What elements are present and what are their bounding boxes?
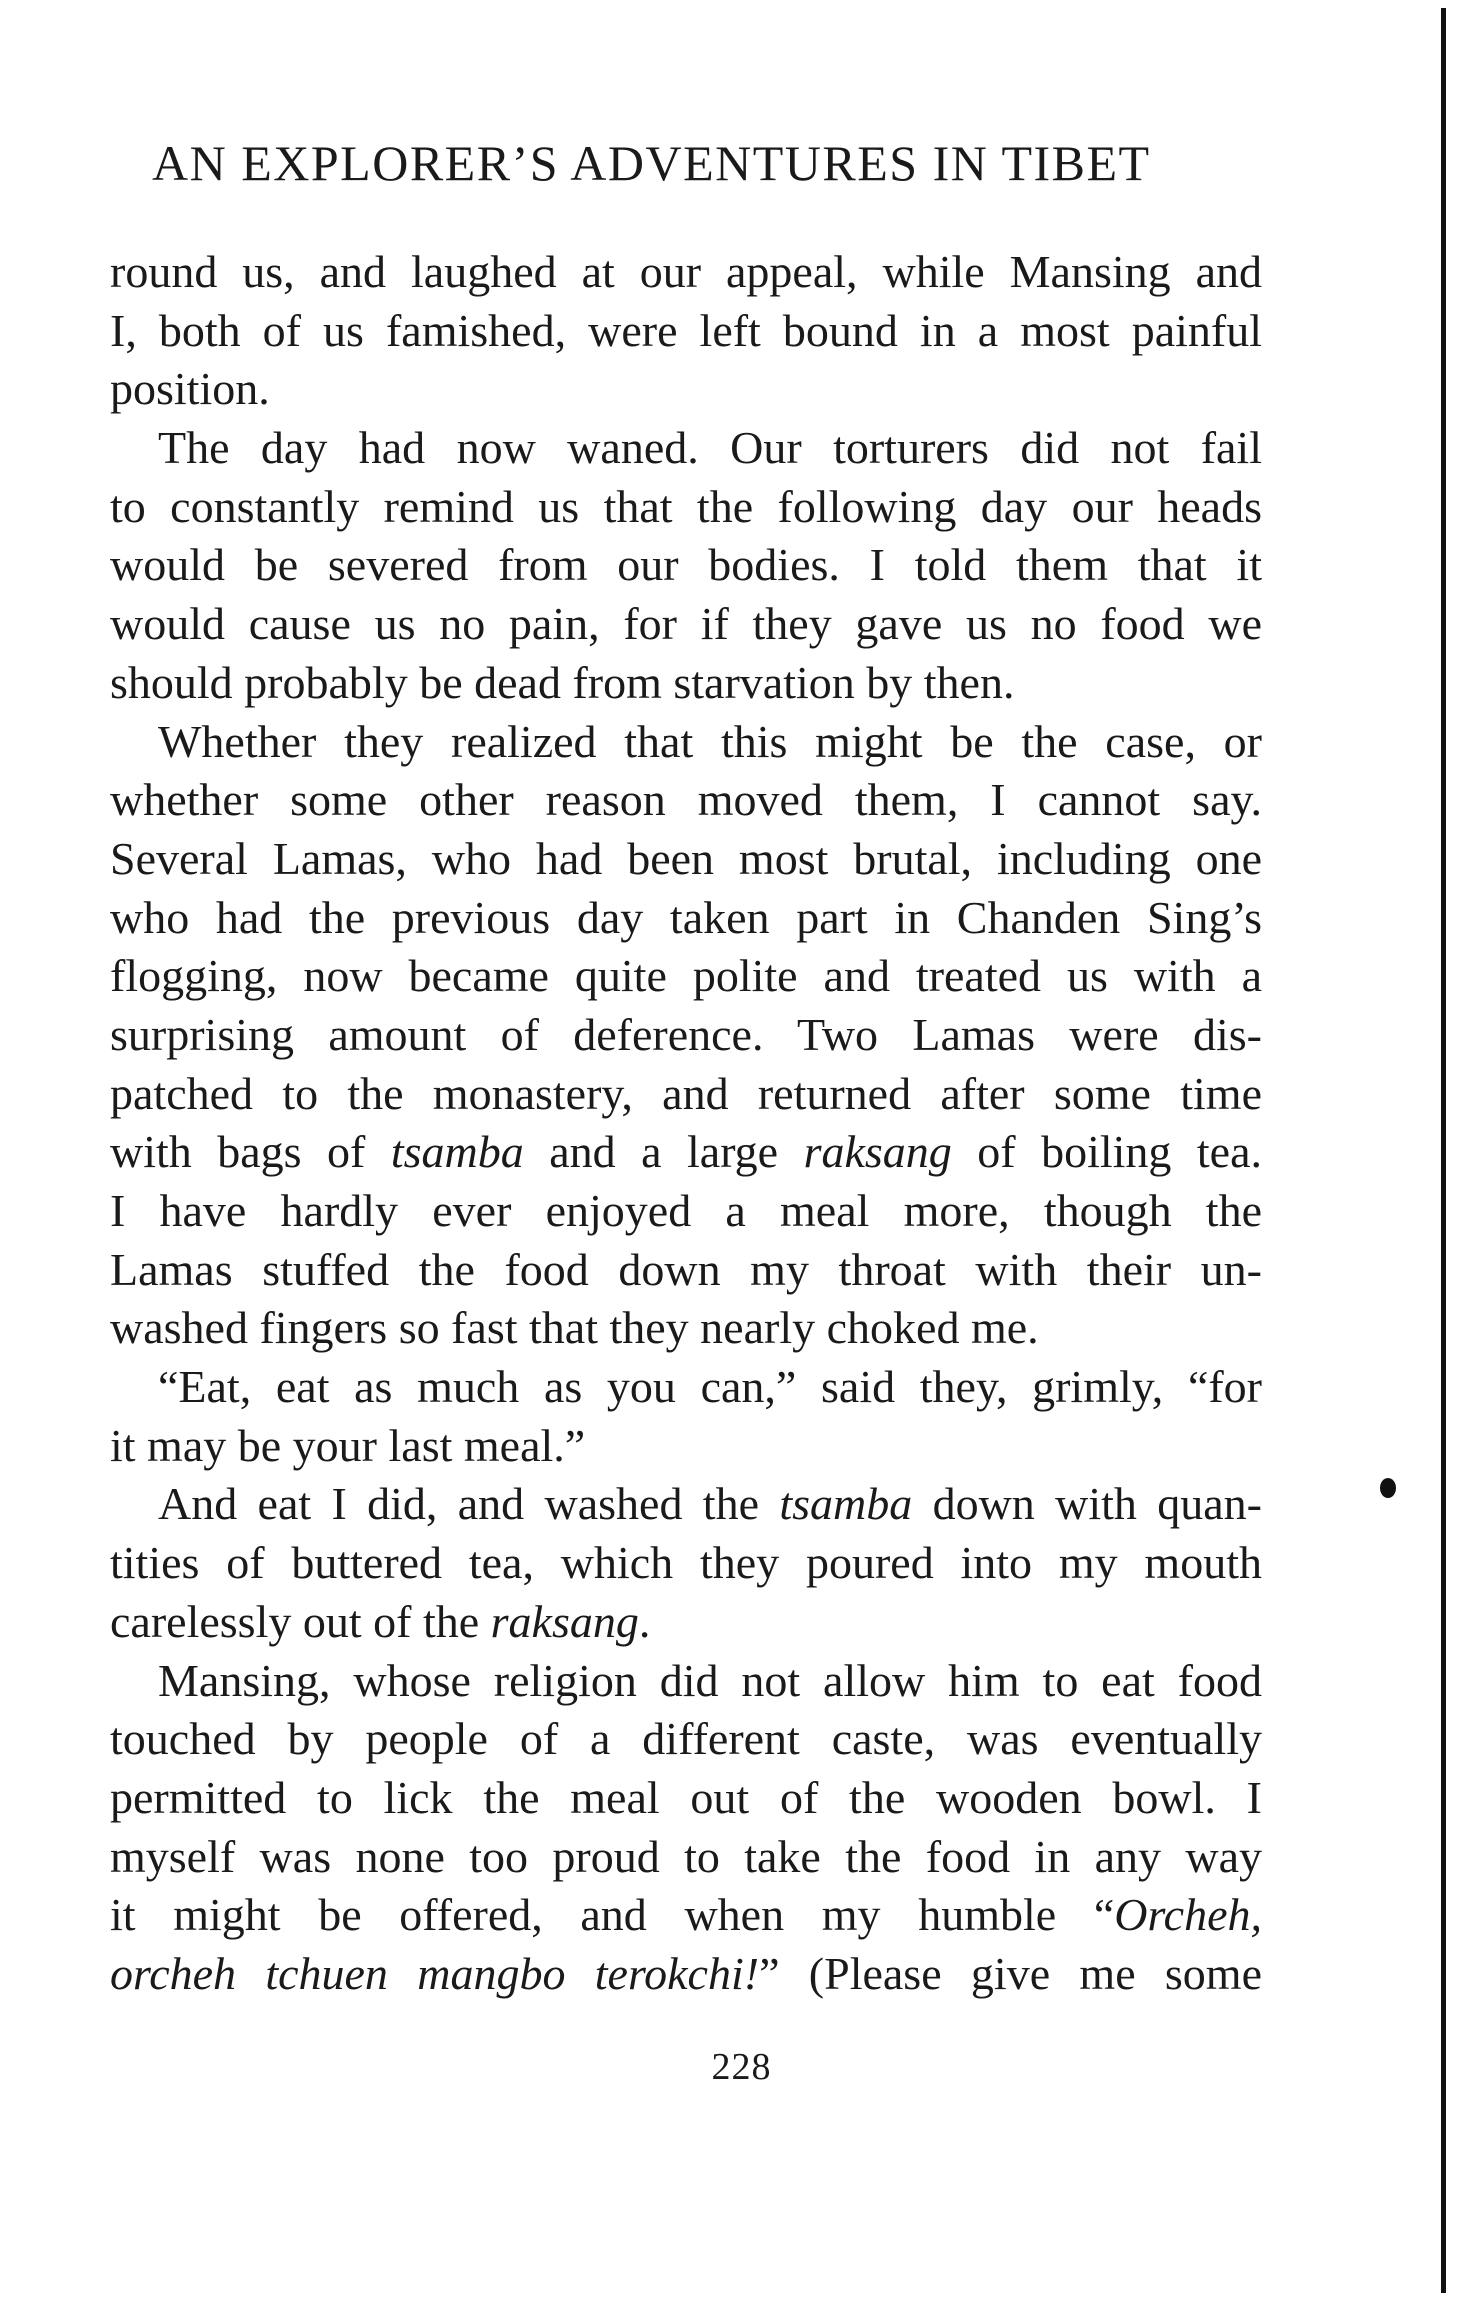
- text-run: permitted to lick the meal out of the wooden bowl. I: [110, 1771, 1262, 1823]
- ink-spot: [1380, 1478, 1396, 1498]
- text-run: position.: [110, 363, 270, 415]
- text-run: it might be offered, and when my humble “: [110, 1889, 1115, 1941]
- text-run: The day had now waned. Our torturers did not fail: [158, 422, 1262, 474]
- text-run: I have hardly ever enjoyed a meal more, though the: [110, 1185, 1262, 1236]
- text-run: down with quan-: [912, 1478, 1262, 1530]
- text-run: I, both of us famished, were left bound in a most painful: [110, 304, 1262, 356]
- text-line: [110, 713, 1262, 772]
- italic-text: raksang: [803, 1126, 952, 1178]
- text-run: would be severed from our bodies. I told them that it: [110, 539, 1262, 591]
- text-run: Mansing, whose religion did not allow him to eat food: [158, 1654, 1262, 1706]
- text-run: .: [638, 1595, 651, 1647]
- text-line: [110, 771, 1262, 830]
- text-line: [110, 1886, 1262, 1945]
- text-line: [110, 360, 1262, 419]
- text-run: with bags of: [110, 1126, 391, 1178]
- text-run: myself was none too proud to take the food in any way: [110, 1830, 1262, 1882]
- text-line: [110, 536, 1262, 595]
- text-run: round us, and laughed at our appeal, while Mansing and: [110, 246, 1262, 297]
- text-run: ” (Please give me some: [759, 1947, 1263, 1999]
- text-line: [110, 1945, 1262, 2004]
- text-run: patched to the monastery, and returned after some time: [110, 1067, 1262, 1119]
- text-line: [110, 419, 1262, 478]
- text-line: [110, 1593, 1262, 1652]
- text-line: [110, 654, 1262, 713]
- text-run: carelessly out of the: [110, 1595, 491, 1647]
- text-line: [110, 243, 1262, 302]
- text-line: [110, 830, 1262, 889]
- text-line: [110, 595, 1262, 654]
- text-run: would cause us no pain, for if they gave us no food we: [110, 598, 1262, 650]
- italic-text: raksang: [490, 1595, 639, 1647]
- text-line: [110, 947, 1262, 1006]
- text-run: should probably be dead from starvation by then.: [110, 656, 1015, 708]
- italic-text: tsamba: [779, 1478, 913, 1530]
- text-run: Several Lamas, who had been most brutal, including one: [110, 832, 1262, 884]
- text-run: whether some other reason moved them, I cannot say.: [110, 774, 1262, 826]
- italic-text: Orcheh,: [1114, 1889, 1262, 1941]
- text-line: [110, 478, 1262, 537]
- text-run: And eat I did, and washed the: [158, 1478, 780, 1530]
- text-line: [110, 1710, 1262, 1769]
- text-line: [110, 1241, 1262, 1300]
- text-run: Lamas stuffed the food down my throat with their un-: [110, 1243, 1262, 1295]
- text-line: [110, 1006, 1262, 1065]
- text-run: flogging, now became quite polite and treated us with a: [110, 950, 1262, 1002]
- text-line: [110, 1828, 1262, 1887]
- italic-text: orcheh tchuen mangbo terokchi!: [110, 1947, 760, 1999]
- text-line: [110, 1065, 1262, 1124]
- text-run: “Eat, eat as much as you can,” said they, grimly, “for: [158, 1361, 1262, 1413]
- binding-edge: [1441, 8, 1446, 2293]
- text-line: [110, 1475, 1262, 1534]
- text-line: [110, 1123, 1262, 1182]
- text-run: and a large: [523, 1126, 804, 1178]
- text-run: surprising amount of deference. Two Lamas were dis-: [110, 1008, 1262, 1060]
- text-run: washed fingers so fast that they nearly choked me.: [110, 1302, 1039, 1354]
- text-run: who had the previous day taken part in Chanden Sing’s: [110, 891, 1262, 943]
- text-run: to constantly remind us that the following day our heads: [110, 480, 1262, 532]
- text-line: [110, 1182, 1262, 1241]
- text-line: [110, 1358, 1262, 1417]
- text-line: [110, 1417, 1262, 1476]
- body-text: [110, 243, 1262, 2004]
- running-head: AN EXPLORER’S ADVENTURES IN TIBET: [152, 135, 1151, 191]
- text-run: Whether they realized that this might be the case, or: [158, 715, 1262, 767]
- text-line: [110, 1299, 1262, 1358]
- page-number: 228: [711, 2046, 772, 2088]
- text-run: tities of buttered tea, which they poured into my mouth: [110, 1537, 1262, 1589]
- text-run: it may be your last meal.”: [110, 1419, 586, 1471]
- text-run: touched by people of a different caste, was eventually: [110, 1713, 1262, 1765]
- text-run: of boiling tea.: [951, 1126, 1263, 1178]
- text-line: [110, 1534, 1262, 1593]
- text-line: [110, 302, 1262, 361]
- text-line: [110, 889, 1262, 948]
- italic-text: tsamba: [390, 1126, 524, 1178]
- text-line: [110, 1652, 1262, 1711]
- text-line: [110, 1769, 1262, 1828]
